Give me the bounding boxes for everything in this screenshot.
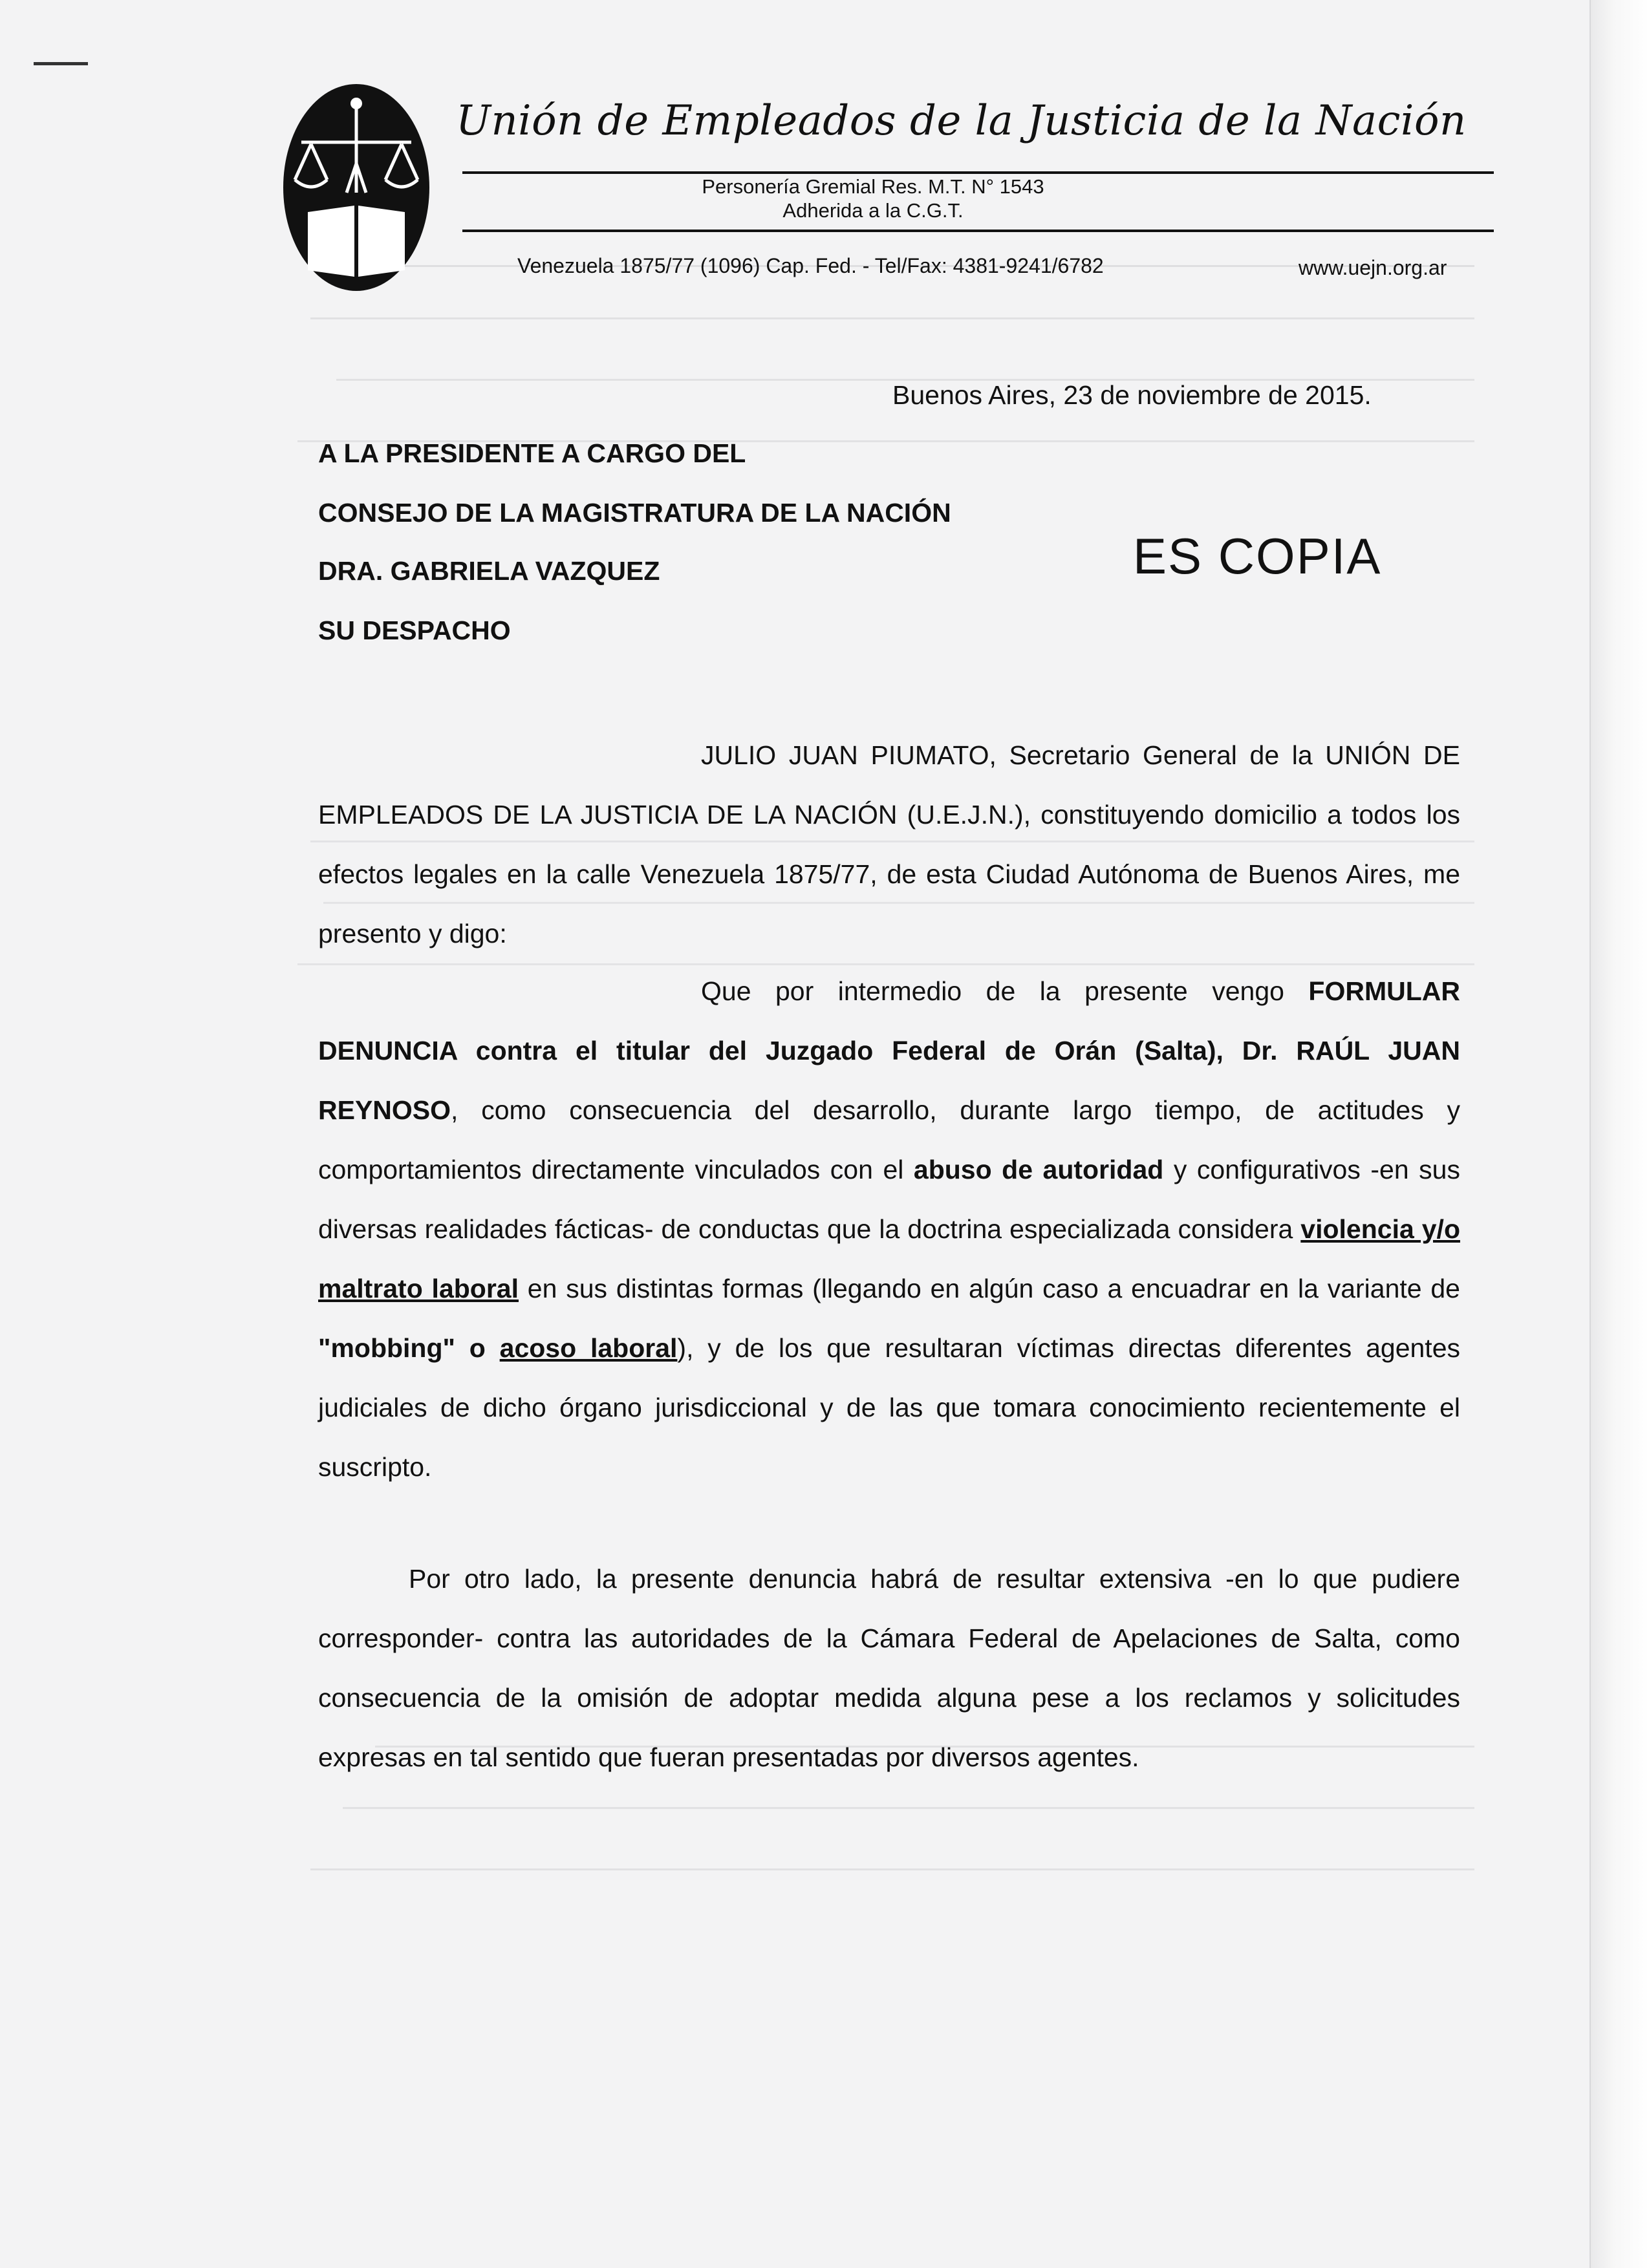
text-run: , como consecuencia del desarrollo, durante largo tiempo, de actitudes y comportamientos directamente vinculados con el (318, 1095, 1460, 1184)
bold-underlined-text: acoso laboral (499, 1333, 678, 1363)
paragraph-extension: Por otro lado, la presente denuncia habrá de resultar extensiva -en lo que pudiere corresponder- contra las autoridades de la Cámara Federal de Apelaciones de Salta, como consecuencia de la omisión de adoptar medida alguna pese a los reclamos y solicitudes expresas en tal sentido que fueran presentadas por diversos agentes. (318, 1564, 1460, 1772)
bold-text: "mobbing" o (318, 1333, 500, 1363)
scales-of-justice-icon (282, 83, 431, 292)
personeria-gremial: Personería Gremial Res. M.T. N° 1543 (702, 175, 1044, 198)
addressee-line: CONSEJO DE LA MAGISTRATURA DE LA NACIÓN (318, 498, 951, 528)
organization-name: Unión de Empleados de la Justicia de la Nación (456, 97, 1467, 145)
paragraph-complaint (318, 961, 1460, 1497)
text-run: Que por intermedio de la presente vengo (701, 976, 1309, 1006)
bold-text: abuso de autoridad (913, 1155, 1164, 1184)
paragraph-introduction: JULIO JUAN PIUMATO, Secretario General de la UNIÓN DE EMPLEADOS DE LA JUSTICIA DE LA NACIÓN (U.E.J.N.), constituyendo domicilio a todos los efectos legales en la calle Venezuela 1875/77, de esta Ciudad Autónoma de Buenos Aires, me presento y digo: (318, 740, 1460, 948)
text-run: ), y de los que resultaran víctimas directas diferentes agentes judiciales de dicho órgano jurisdiccional y de las que tomara conocimiento recientemente el suscripto. (318, 1333, 1461, 1482)
corner-mark (34, 62, 88, 65)
affiliation: Adherida a la C.G.T. (782, 199, 964, 222)
letter-date: Buenos Aires, 23 de noviembre de 2015. (892, 380, 1372, 410)
header-rule (462, 230, 1494, 232)
contact-address: Venezuela 1875/77 (1096) Cap. Fed. - Tel/Fax: 4381-9241/6782 (517, 254, 1104, 277)
uejn-logo (282, 83, 431, 292)
addressee-line: DRA. GABRIELA VAZQUEZ (318, 556, 660, 586)
header-rule (462, 171, 1494, 174)
bold-underlined-text: violencia y/o maltrato laboral (318, 1214, 1460, 1303)
page-edge (1590, 0, 1649, 2268)
addressee-line: SU DESPACHO (318, 615, 511, 645)
website-url: www.uejn.org.ar (1299, 256, 1447, 279)
addressee-line: A LA PRESIDENTE A CARGO DEL (318, 438, 746, 468)
text-run: en sus distintas formas (llegando en algún caso a encuadrar en la variante de (519, 1274, 1460, 1303)
text-run: y configurativos -en sus diversas realidades fácticas- de conductas que la doctrina especializada considera (318, 1155, 1460, 1244)
copy-stamp: ES COPIA (1133, 528, 1382, 584)
bold-text: FORMULAR DENUNCIA contra el titular del Juzgado Federal de Orán (Salta), Dr. RAÚL JUAN REYNOSO (318, 976, 1460, 1125)
